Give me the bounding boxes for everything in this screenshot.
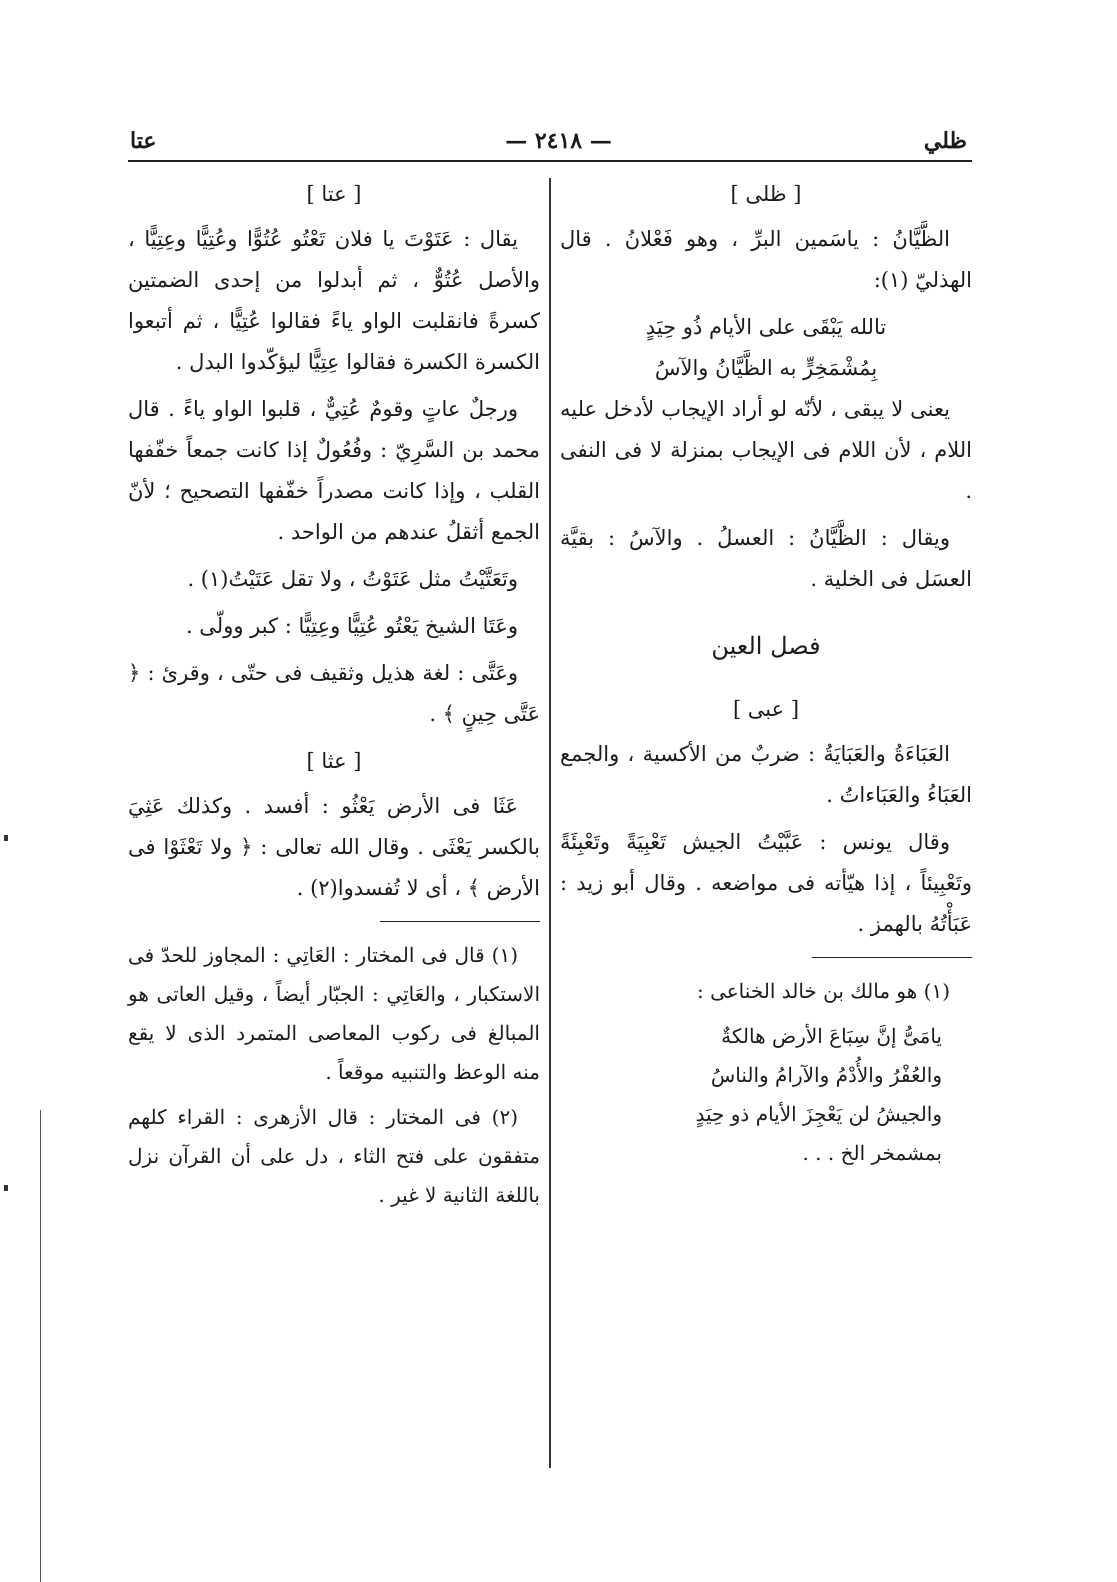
entry-paragraph: الظَّيَّانُ : ياسَمين البرِّ ، وهو فَعْلانُ . قال الهذليّ (١): bbox=[560, 227, 972, 292]
scan-speck bbox=[4, 835, 8, 841]
entry-paragraph: العَبَاءَةُ والعَبَايَةُ : ضربٌ من الأكسية ، والجمع العَبَاءُ والعَبَاءاتُ . bbox=[560, 742, 972, 807]
entry-title: [ ظلى ] bbox=[730, 182, 802, 206]
page-number: — ٢٤١٨ — bbox=[505, 128, 612, 154]
footnote: (٢) فى المختار : قال الأزهرى : القراء كلهم متفقون على فتح الثاء ، دل على أن القرآن نزل باللغة الثانية لا غير . bbox=[128, 1105, 540, 1207]
footnote-verse-line: والعُفْرُ والأُدْمُ والآرامُ والناسُ bbox=[710, 1063, 942, 1087]
entry-paragraph: ورجلٌ عاتٍ وقومٌ عُتِيٌّ ، قلبوا الواو ياءً . قال محمد بن السَّرِيّ : وفُعُولٌ إذا كانت جمعاً خفّفها القلب ، وإذا كانت مصدراً خفّفها التصحيح ؛ لأنّ الجمع أثقلُ عندهم من الواحد . bbox=[128, 397, 540, 544]
scan-margin-line bbox=[40, 1110, 41, 1582]
entry-title: [ عثا ] bbox=[306, 749, 362, 773]
verse-line: بِمُشْمَخِرٍّ به الظَّيَّانُ والآسُ bbox=[654, 356, 878, 380]
entry-title: [ عتا ] bbox=[306, 182, 362, 206]
footnote: (١) قال فى المختار : العَاتِي : المجاوز للحدّ فى الاستكبار ، والعَاتِي : الجبّار أيضاً ، وقيل العاتى هو المبالغ فى ركوب المعاصى المتمرد الذى لا يقع منه الوعظ والتنبيه موقعاً . bbox=[128, 943, 540, 1084]
left-column bbox=[128, 174, 540, 1221]
verse-line: تالله يَبْقَى على الأيام ذُو حِيَدٍ bbox=[645, 315, 887, 339]
entry-paragraph: يعنى لا يبقى ، لأنّه لو أراد الإيجاب لأدخل عليه اللام ، لأن اللام فى الإيجاب بمنزلة لا فى النفى . bbox=[560, 397, 972, 503]
entry-paragraph: وقال يونس : عَبَّيْتُ الجيش تَعْبِيَةً وتَعْبِئَةً وتَعْبِيئاً ، إذا هيّأته فى مواضعه . وقال أبو زيد : عَبَأْتُهُ بالهمز . bbox=[560, 830, 972, 936]
footnote-verse-line: يامَىُّ إنَّ سِبَاعَ الأرض هالكةٌ bbox=[721, 1024, 942, 1048]
header-root-word-left: عتا bbox=[130, 128, 157, 154]
entry-paragraph: وعَتَّى : لغة هذيل وثقيف فى حتّى ، وقرئ : ﴿ عَتَّى حِينٍ ﴾ . bbox=[128, 661, 540, 726]
footnote-rule bbox=[380, 921, 540, 922]
section-title: فصل العين bbox=[711, 632, 821, 660]
header-root-word-right: ظلي bbox=[923, 128, 967, 154]
footnote: (١) هو مالك بن خالد الخناعى : bbox=[696, 979, 950, 1003]
scan-speck bbox=[4, 1185, 8, 1191]
entry-title: [ عبى ] bbox=[732, 697, 800, 721]
entry-paragraph: وتَعَتَّيْتُ مثل عَتَوْتُ ، ولا تقل عَتَيْتُ(١) . bbox=[187, 567, 518, 591]
header-rule bbox=[128, 160, 972, 162]
entry-paragraph: عَثَا فى الأرض يَعْثُو : أفسد . وكذلك عَثِيَ بالكسر يَعْثَى . وقال الله تعالى : ﴿ ولا تَعْثَوْا فى الأرض ﴾ ، أى لا تُفسدوا(٢) . bbox=[128, 794, 540, 900]
entry-paragraph: وعَتَا الشيخ يَعْتُو عُتِيًّا وعِتِيًّا : كبر وولّى . bbox=[185, 614, 518, 638]
entry-paragraph: ويقال : الظَّيَّانُ : العسلُ . والآسُ : بقيَّة العسَل فى الخلية . bbox=[560, 526, 972, 591]
footnote-verse-line: بمشمخر الخ . . . bbox=[802, 1141, 942, 1165]
footnote-rule bbox=[812, 957, 972, 958]
entry-paragraph: يقال : عَتَوْتَ يا فلان تَعْتُو عُتُوًّا وعُتِيًّا وعِتِيًّا ، والأصل عُتُوٌّ ، ثم أبدلوا من إحدى الضمتين كسرةً فانقلبت الواو ياءً فقالوا عُتِيًّا ، ثم أتبعوا الكسرة الكسرة فقالوا عِتِيًّا ليؤكّدوا البدل . bbox=[128, 227, 540, 374]
column-divider bbox=[549, 178, 551, 1468]
right-column bbox=[560, 174, 972, 1173]
footnote-verse-line: والجيشُ لن يَعْجِزَ الأيام ذو حِيَدٍ bbox=[695, 1102, 942, 1126]
